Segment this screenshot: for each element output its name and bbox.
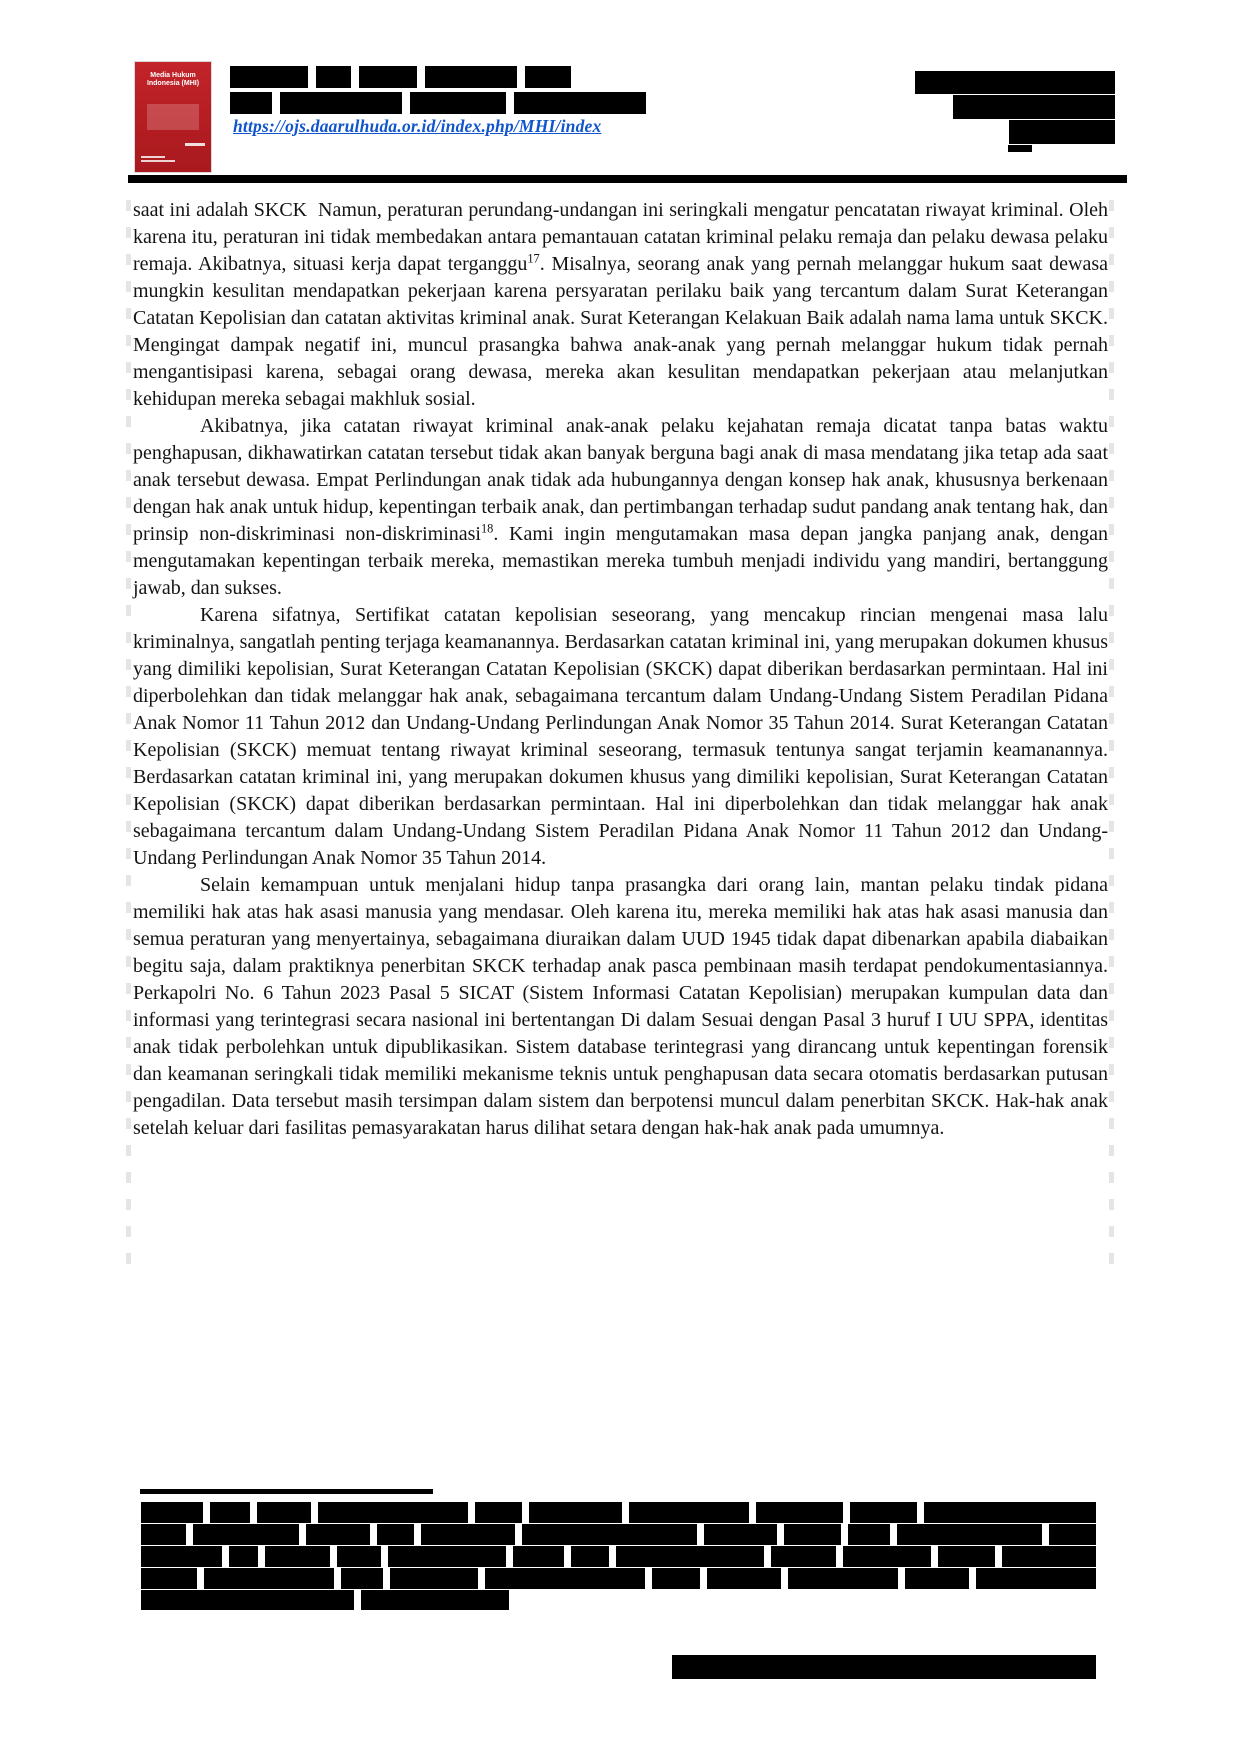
redaction-block (897, 1524, 1042, 1545)
redaction-block (513, 1546, 564, 1567)
journal-url-link[interactable]: https://ojs.daarulhuda.or.id/index.php/MHI/index (233, 116, 602, 136)
redaction-block (905, 1568, 969, 1589)
article-body (133, 197, 1108, 1142)
redaction-block (306, 1524, 369, 1545)
journal-cover-thumbnail (135, 62, 211, 172)
redaction-block (571, 1546, 608, 1567)
redaction-line (141, 1568, 1096, 1589)
redaction-block (1009, 120, 1115, 144)
redaction-block (485, 1568, 645, 1589)
redaction-line (230, 66, 571, 88)
paragraph: Akibatnya, jika catatan riwayat kriminal anak-anak pelaku kejahatan remaja dicatat tanpa batas waktu penghapusan, dikhawatirkan catatan tersebut tidak akan banyak berguna bagi anak di masa mendatang jika tetap ada saat anak tersebut dewasa. Empat Perlindungan anak tidak ada hubungannya dengan konsep hak anak, khususnya berkenaan dengan hak anak untuk hidup, kepentingan terbaik anak, dan pertimbangan terhadap sudut pandang anak tentang hak, dan prinsip non-diskriminasi non-diskriminasi$^{18}$. Kami ingin mengutamakan masa depan jangka panjang anak, dengan mengutamakan kepentingan terbaik mereka, memastikan mereka tumbuh menjadi individu yang mandiri, bertanggung jawab, dan sukses. (133, 415, 1108, 599)
redaction-block (522, 1524, 696, 1545)
redaction-block (210, 1502, 250, 1523)
redaction-block (410, 92, 506, 114)
journal-cover-volume (185, 143, 205, 146)
redaction-block (756, 1502, 843, 1523)
scan-artifact-left-margin (126, 200, 131, 1278)
paragraph: Karena sifatnya, Sertifikat catatan kepolisian seseorang, yang mencakup rincian mengenai masa lalu kriminalnya, sangatlah penting terjaga keamanannya. Berdasarkan catatan kriminal ini, yang merupakan dokumen khusus yang dimiliki kepolisian, Surat Keterangan Catatan Kepolisian (SKCK) dapat diberikan berdasarkan permintaan. Hal ini diperbolehkan dan tidak melanggar hak anak, sebagaimana tercantum dalam Undang-Undang Sistem Peradilan Pidana Anak Nomor 11 Tahun 2012 dan Undang-Undang Perlindungan Anak Nomor 35 Tahun 2014. Surat Keterangan Catatan Kepolisian (SKCK) memuat tentang riwayat kriminal seseorang, termasuk tentunya sangat terjamin keamanannya. Berdasarkan catatan kriminal ini, yang merupakan dokumen khusus yang dimiliki kepolisian, Surat Keterangan Catatan Kepolisian (SKCK) dapat diberikan berdasarkan permintaan. Hal ini diperbolehkan dan tidak melanggar hak anak sebagaimana tercantum dalam Undang-Undang Sistem Peradilan Pidana Anak Nomor 11 Tahun 2012 dan Undang-Undang Perlindungan Anak Nomor 35 Tahun 2014. (133, 604, 1108, 869)
redaction-block (318, 1502, 468, 1523)
redaction-block (390, 1568, 478, 1589)
redaction-block (616, 1546, 764, 1567)
redaction-block (341, 1568, 383, 1589)
redaction-block (230, 92, 272, 114)
redaction-block (652, 1568, 700, 1589)
journal-cover-image (147, 104, 199, 130)
scan-artifact-right-margin (1109, 200, 1114, 1278)
redaction-block (265, 1546, 330, 1567)
redaction-block (141, 1502, 203, 1523)
redaction-block (848, 1524, 890, 1545)
redaction-block (359, 66, 417, 88)
redaction-block (475, 1502, 522, 1523)
redaction-block (280, 92, 402, 114)
redaction-block (425, 66, 517, 88)
redaction-block (1002, 1546, 1096, 1567)
redaction-block (915, 71, 1115, 94)
paragraph: saat ini adalah SKCK Namun, peraturan perundang-undangan ini seringkali mengatur pencatatan riwayat kriminal. Oleh karena itu, peraturan ini tidak membedakan antara pemantauan catatan kriminal pelaku remaja dan pelaku dewasa pelaku remaja. Akibatnya, situasi kerja dapat terganggu$^{17}$. Misalnya, seorang anak yang pernah melanggar hukum saat dewasa mungkin kesulitan mendapatkan pekerjaan karena persyaratan perilaku baik yang tercantum dalam Surat Keterangan Catatan Kepolisian dan catatan aktivitas kriminal anak. Surat Keterangan Kelakuan Baik adalah nama lama untuk SKCK. Mengingat dampak negatif ini, muncul prasangka bahwa anak-anak yang pernah melanggar hukum tidak pernah mengantisipasi karena, sebagai orang dewasa, mereka akan kesulitan mendapatkan pekerjaan atau melanjutkan kehidupan mereka sebagai makhluk sosial. (133, 199, 1108, 410)
redaction-block (850, 1502, 917, 1523)
redaction-block (388, 1546, 506, 1567)
paragraph: Selain kemampuan untuk menjalani hidup tanpa prasangka dari orang lain, mantan pelaku tindak pidana memiliki hak atas hak asasi manusia yang mendasar. Oleh karena itu, mereka memiliki hak atas hak asasi manusia dan semua peraturan yang menyertainya, sebagaimana diuraikan dalam UUD 1945 tidak dapat dibenarkan apabila diabaikan begitu saja, dalam praktiknya penerbitan SKCK terhadap anak pasca pembinaan masih terdapat pendokumentasiannya. Perkapolri No. 6 Tahun 2023 Pasal 5 SICAT (Sistem Informasi Catatan Kepolisian) merupakan kumpulan data dan informasi yang terintegrasi secara nasional ini bertentangan Di dalam Sesuai dengan Pasal 3 huruf I UU SPPA, identitas anak tidak perbolehkan untuk dipublikasikan. Sistem database terintegrasi yang dirancang untuk kepentingan forensik dan keamanan seringkali tidak memiliki mekanisme teknis untuk penghapusan data secara otomatis berdasarkan putusan pengadilan. Data tersebut masih tersimpan dalam sistem dan berpotensi muncul dalam penerbitan SKCK. Hak-hak anak setelah keluar dari fasilitas pemasyarakatan harus dilihat setara dengan hak-hak anak pada umumnya. (133, 874, 1108, 1139)
redaction-block (337, 1546, 380, 1567)
redaction-block (1049, 1524, 1097, 1545)
redaction-block (784, 1524, 841, 1545)
redaction-block (316, 66, 351, 88)
redaction-line (141, 1502, 1096, 1523)
redaction-line (141, 1546, 1096, 1567)
redaction-block (361, 1590, 510, 1610)
redaction-line (141, 1590, 509, 1610)
redaction-block (514, 92, 646, 114)
redaction-block (976, 1568, 1096, 1589)
redaction-block (924, 1502, 1096, 1523)
redaction-block (193, 1524, 300, 1545)
redaction-block (421, 1524, 515, 1545)
redaction-block (1008, 145, 1032, 152)
redaction-block (771, 1546, 836, 1567)
redaction-block (204, 1568, 334, 1589)
redaction-block (843, 1546, 932, 1567)
journal-cover-footnote-line (141, 156, 165, 158)
redaction-block (141, 1590, 354, 1610)
redaction-block (141, 1568, 197, 1589)
redaction-block (229, 1546, 259, 1567)
redaction-line (230, 92, 646, 114)
journal-cover-footnote-line (141, 160, 175, 162)
redaction-block (141, 1524, 186, 1545)
redaction-block (629, 1502, 749, 1523)
redaction-line (141, 1524, 1096, 1545)
redaction-block (230, 66, 308, 88)
header-divider (128, 175, 1127, 183)
footnote-reference: 17 (527, 251, 540, 266)
redaction-block (141, 1546, 222, 1567)
footnote-separator (140, 1489, 433, 1494)
redacted-journal-citation (672, 1655, 1096, 1679)
journal-cover-title: Media Hukum Indonesia (MHI) (146, 72, 200, 87)
footnote-reference: 18 (480, 521, 494, 536)
redaction-block (788, 1568, 898, 1589)
redaction-block (257, 1502, 311, 1523)
redaction-block (377, 1524, 415, 1545)
redaction-block (529, 1502, 621, 1523)
redaction-block (953, 95, 1115, 119)
redaction-block (938, 1546, 995, 1567)
redaction-block (707, 1568, 781, 1589)
redaction-block (704, 1524, 777, 1545)
redaction-block (525, 66, 571, 88)
